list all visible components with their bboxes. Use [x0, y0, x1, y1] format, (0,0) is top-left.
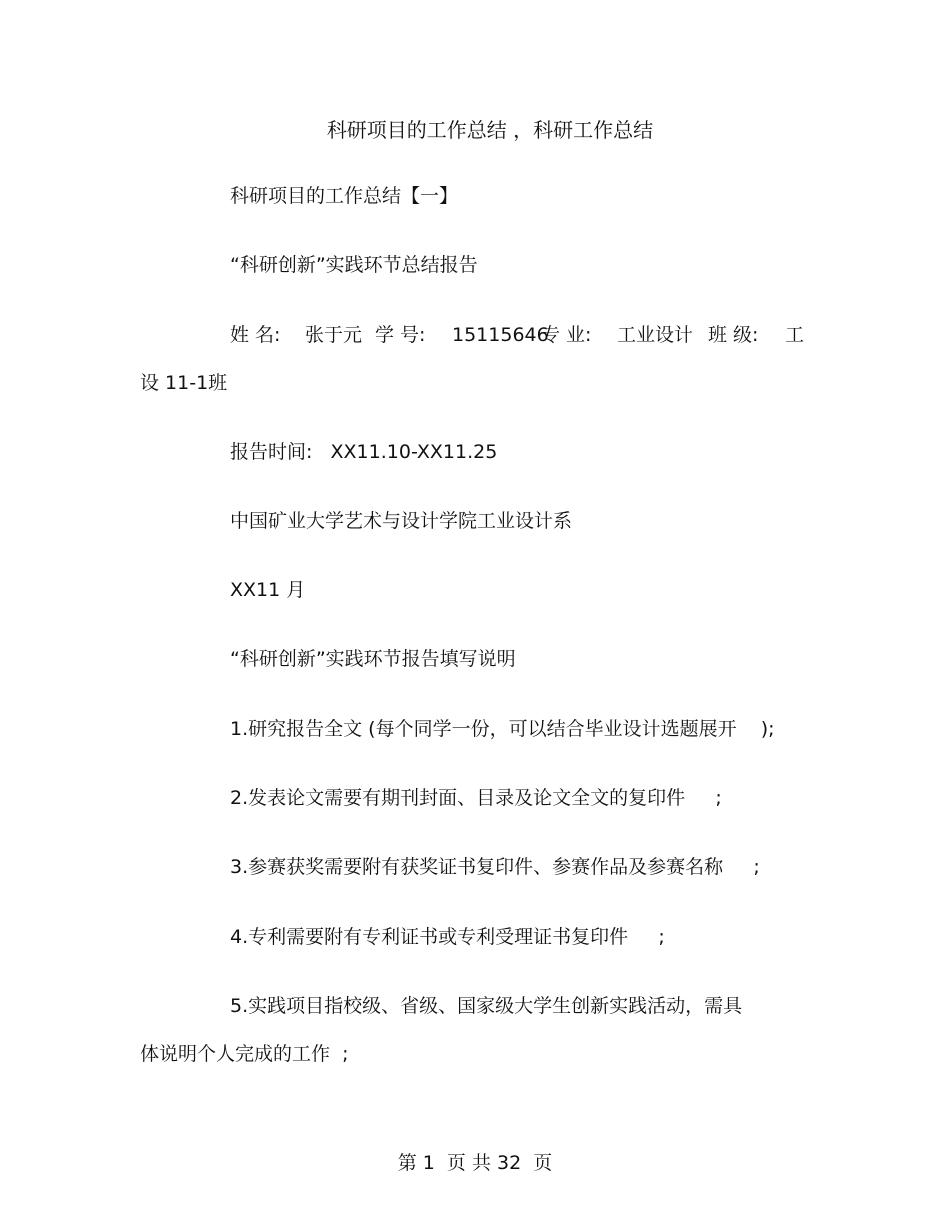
name-label: 姓 名: [230, 324, 281, 346]
section-heading: 科研项目的工作总结【一】 [230, 185, 459, 207]
name-value: 张于元 [305, 324, 363, 346]
report-date: XX11 月 [230, 579, 306, 601]
class-value-continued: 设 11-1班 [140, 372, 228, 394]
document-title: 科研项目的工作总结 ，科研工作总结 [326, 118, 654, 142]
report-time: 报告时间: XX11.10-XX11.25 [230, 441, 498, 463]
report-title: “科研创新”实践环节总结报告 [230, 254, 478, 276]
instruction-item-2: 2.发表论文需要有期刊封面、目录及论文全文的复印件 ; [230, 787, 722, 809]
class-label: 班 级: [708, 324, 759, 346]
instruction-item-5-continued: 体说明个人完成的工作 ; [140, 1043, 349, 1065]
student-id-label: 学 号: [375, 324, 426, 346]
instruction-item-4: 4.专利需要附有专利证书或专利受理证书复印件 ; [230, 926, 665, 948]
major-label: 专 业: [541, 324, 592, 346]
page-number: 第 1 页 共 32 页 [397, 1152, 553, 1174]
instruction-item-1: 1.研究报告全文 (每个同学一份，可以结合毕业设计选题展开 ); [230, 718, 775, 740]
class-value-start: 工 [785, 324, 805, 346]
major-value: 工业设计 [617, 324, 694, 346]
instruction-item-3: 3.参赛获奖需要附有获奖证书复印件、参赛作品及参赛名称 ; [230, 856, 760, 878]
instructions-title: “科研创新”实践环节报告填写说明 [230, 648, 516, 670]
student-id-value: 15115646 [452, 324, 549, 346]
institution: 中国矿业大学艺术与设计学院工业设计系 [230, 510, 573, 532]
instruction-item-5: 5.实践项目指校级、省级、国家级大学生创新实践活动，需具 [230, 995, 743, 1017]
